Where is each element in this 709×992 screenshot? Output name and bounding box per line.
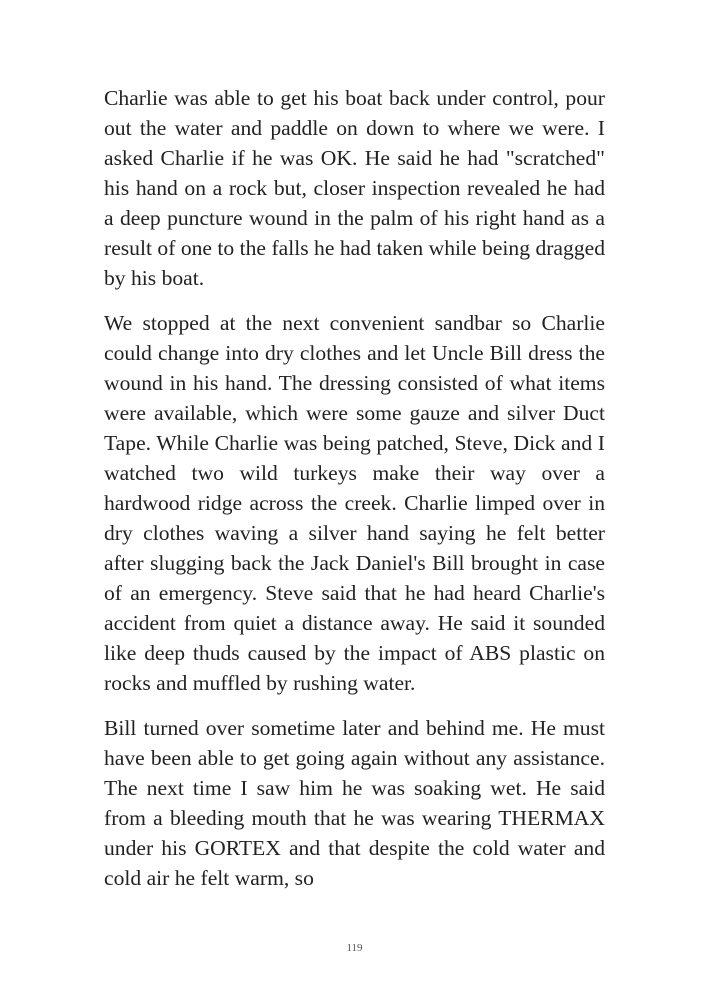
paragraph-3: Bill turned over sometime later and behind me. He must have been able to get going again without any assistance. The next time I saw him he was soaking wet. He said from a bleeding mouth that he was wearing THERMAX under his GORTEX and that despite the cold water and cold air he felt warm, so xyxy=(104,716,605,890)
page-number: 119 xyxy=(346,942,363,954)
paragraph-2: We stopped at the next convenient sandbar so Charlie could change into dry clothes and let Uncle Bill dress the wound in his hand. The dressing consisted of what items were available, which were some gauze and silver Duct Tape. While Charlie was being patched, Steve, Dick and I watched two wild turkeys make their way over a hardwood ridge across the creek. Charlie limped over in dry clothes waving a silver hand saying he felt better after slugging back the Jack Daniel's Bill brought in case of an emergency. Steve said that he had heard Charlie's accident from quiet a distance away. He said it sounded like deep thuds caused by the impact of ABS plastic on rocks and muffled by rushing water. xyxy=(104,311,605,695)
body-text xyxy=(104,83,605,908)
paragraph-1: Charlie was able to get his boat back under control, pour out the water and paddle on down to where we were. I asked Charlie if he was OK. He said he had "scratched" his hand on a rock but, closer inspection revealed he had a deep puncture wound in the palm of his right hand as a result of one to the falls he had taken while being dragged by his boat. xyxy=(104,86,605,290)
